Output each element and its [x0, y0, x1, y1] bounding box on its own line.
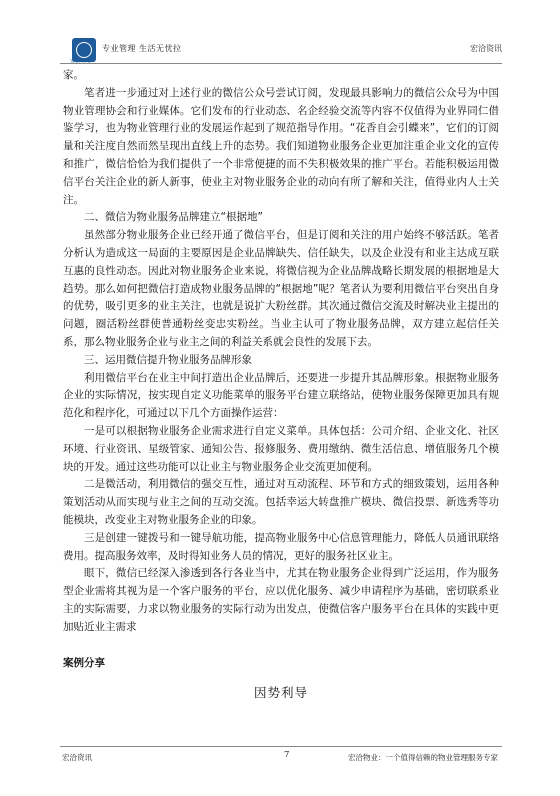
- page-number: 7: [284, 750, 290, 760]
- footer-left-text: 宏洽资讯: [62, 753, 92, 762]
- footer-divider: [60, 746, 502, 747]
- case-title: 因势利导: [253, 685, 308, 701]
- paragraph-point-2: 二是微活动，利用微信的强交互性，通过对互动流程、环节和方式的细致策划，运用各种策划活动从而实现与业主之间的互动交流。包括幸运大转盘推广模块、微信投票、新选秀等功能模块，改变业主对物业服务企业的印象。: [63, 478, 499, 526]
- page-footer: [60, 752, 502, 766]
- section-heading-2: 二、微信为物业服务品牌建立“根据地”: [84, 211, 263, 224]
- case-share-heading: 案例分享: [63, 656, 105, 669]
- paragraph-wechat-subscription: 笔者进一步通过对上述行业的微信公众号尝试订阅，发现最具影响力的微信公众号为中国物业管理协会和行业媒体。它们发布的行业动态、名企经验交流等内容不仅值得为业界同仁借鉴学习，也为物业管理行业的发展运作起到了规范指导作用。“花香自会引蝶来”，它们的订阅量和关注度自然而然呈现出直线上升的态势。我们知道物业服务企业更加注重企业文化的宣传和推广，微信恰恰为我们提供了一个非常便捷的而不失积极效果的推广平台。若能积极运用微信平台关注企业的新人新事，使业主对物业服务企业的动向有所了解和关注，值得业内人士关注。: [63, 86, 499, 206]
- header-slogan: 专业管理 生活无忧拉: [102, 44, 182, 53]
- section-heading-3: 三、运用微信提升物业服务品牌形象: [84, 353, 252, 366]
- page-header: [60, 36, 502, 66]
- header-brand: 宏洽资讯: [470, 44, 502, 53]
- paragraph-point-3: 三是创建一键拨号和一键导航功能，提高物业服务中心信息管理能力，降低人员通讯联络费用。提高服务效率，及时得知业务人员的情况，更好的服务社区业主。: [63, 531, 499, 562]
- logo-text: 宏洽物业: [70, 59, 93, 65]
- paragraph-conclusion: 眼下，微信已经深入渗透到各行各业当中，尤其在物业服务企业得到广泛运用，作为服务型企业需将其视为是一个客户服务的平台，应以优化服务、减少申请程序为基础，密切联系业主的实际需要，力求以物业服务的实际行动为出发点，使微信客户服务平台在具体的实践中更加贴近业主需求: [63, 567, 499, 633]
- footer-right-text: 宏洽物业：一个值得信赖的物业管理服务专家: [348, 753, 498, 762]
- paragraph-brand-base: 虽然部分物业服务企业已经开通了微信平台，但是订阅和关注的用户始终不够活跃。笔者分析认为造成这一局面的主要原因是企业品牌缺失、信任缺失，以及企业没有和业主达成互联互惠的良性动态。因此对物业服务企业来说，将微信视为企业品牌战略长期发展的根据地是大趋势。那么如何把微信打造成物业服务品牌的“根据地”呢？笔者认为要利用微信平台突出自身的优势，吸引更多的业主关注，也就是说扩大粉丝群。其次通过微信交流及时解决业主提出的问题，圈活粉丝群使普通粉丝变忠实粉丝。当业主认可了物业服务品牌，双方建立起信任关系，那么物业服务企业与业主之间的利益关系就会良性的发展下去。: [63, 229, 499, 348]
- paragraph-continuation: 家。: [63, 69, 84, 81]
- document-body: [63, 67, 499, 702]
- header-divider: [60, 63, 502, 64]
- paragraph-brand-image: 利用微信平台在业主中间打造出企业品牌后，还要进一步提升其品牌形象。根据物业服务企业的实际情况，按实现自定义功能菜单的服务平台建立联络站，使物业服务保障更加具有规范化和程序化，可通过以下几个方面操作运营：: [63, 371, 499, 420]
- paragraph-point-1: 一是可以根据物业服务企业需求进行自定义菜单。具体包括：公司介绍、企业文化、社区环境、行业资讯、星级管家、通知公告、报修服务、费用缴纳、微生活信息、增值服务几个模块的开发。通过这些功能可以让业主与物业服务企业交流更加便利。: [63, 424, 499, 473]
